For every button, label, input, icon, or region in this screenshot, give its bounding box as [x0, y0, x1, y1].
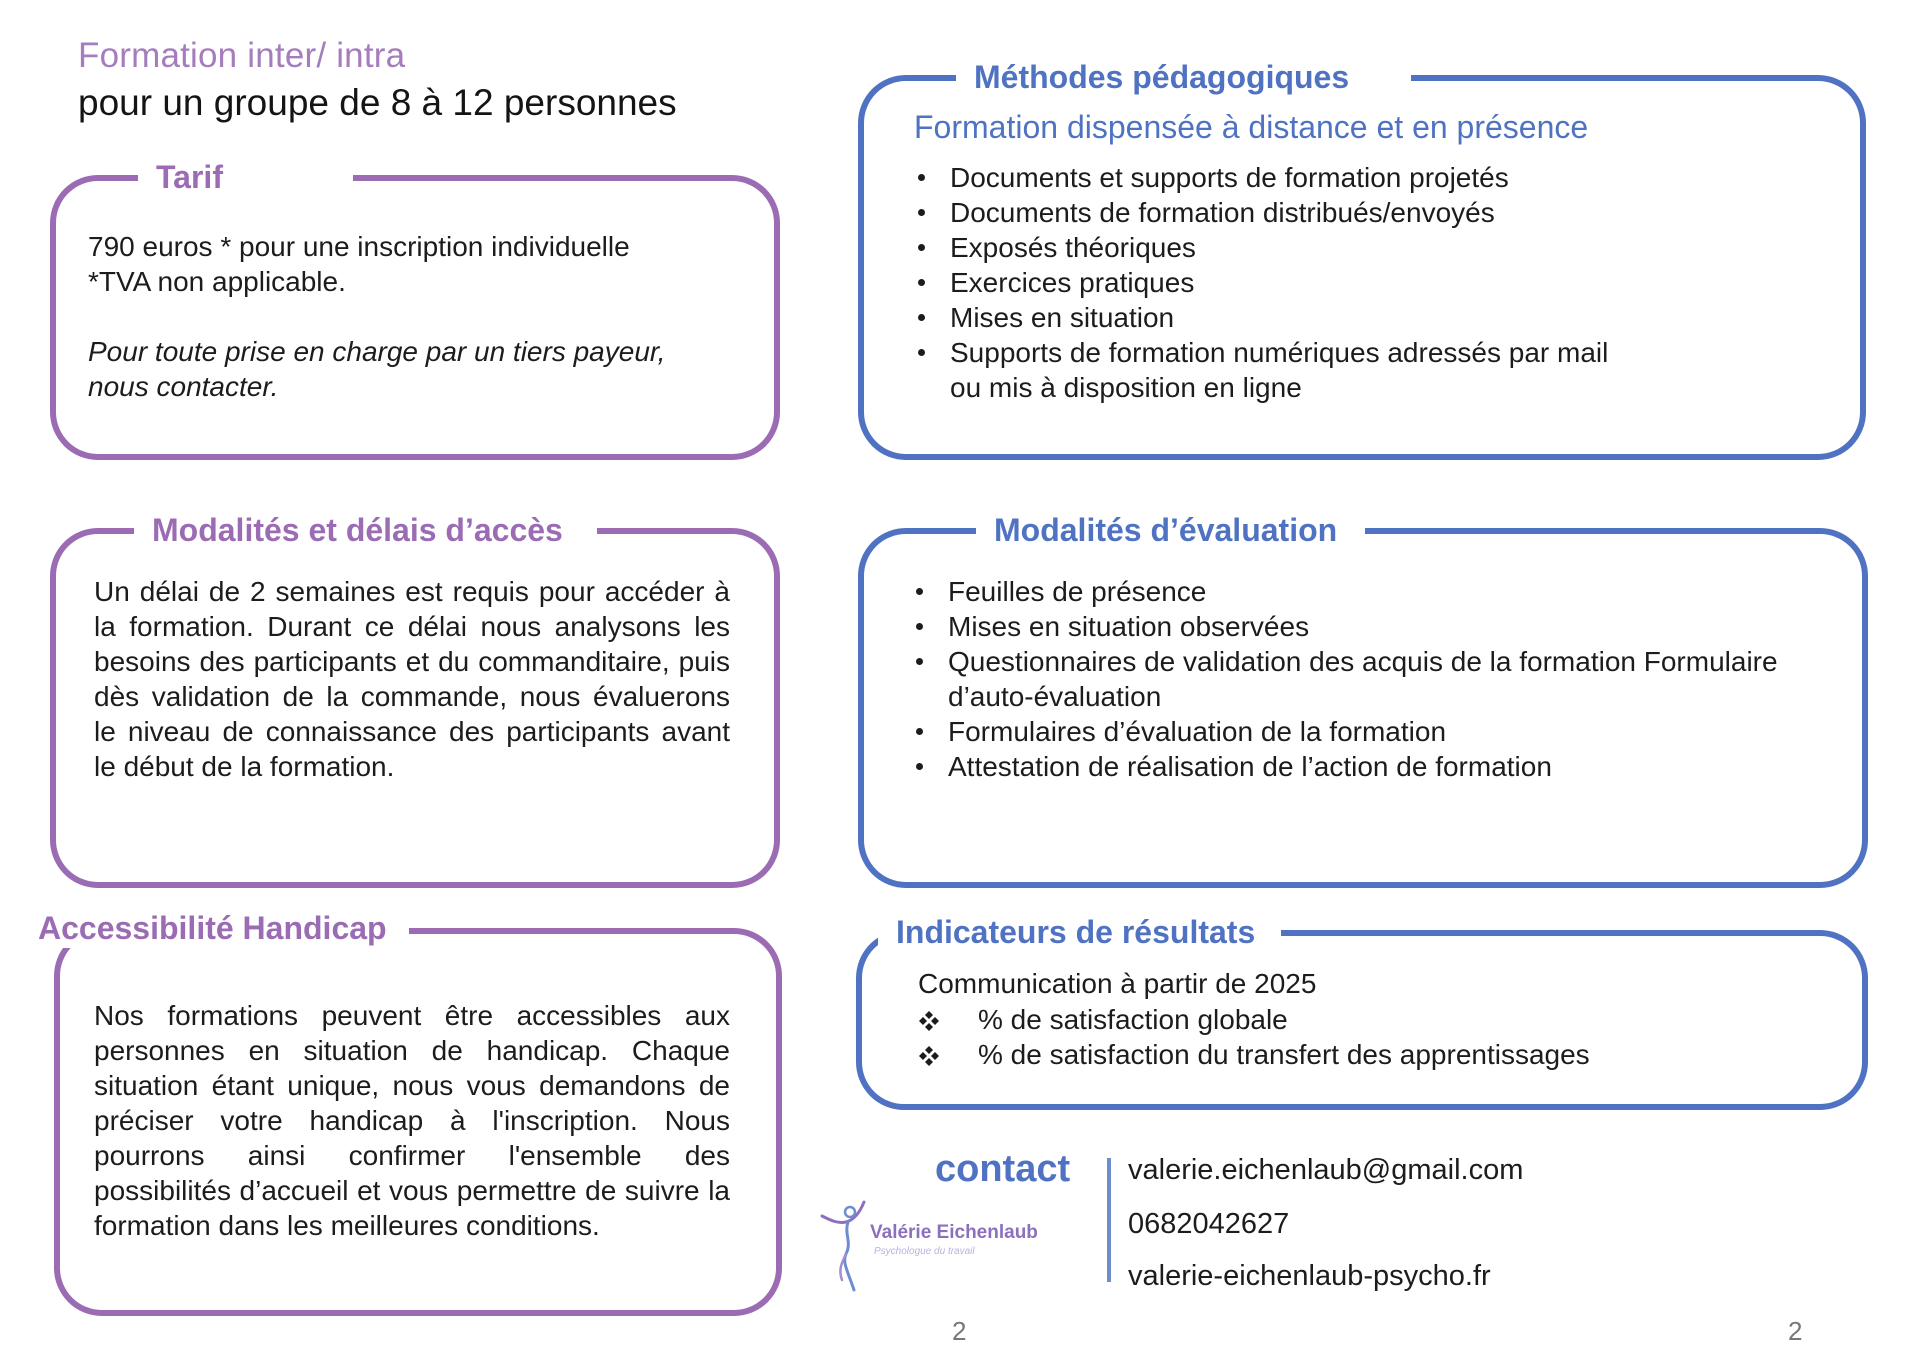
list-item: % de satisfaction globale [918, 1002, 1838, 1037]
tarif-title: Tarif [138, 157, 353, 197]
methods-subtitle: Formation dispensée à distance et en présence [914, 109, 1589, 145]
evaluation-list [912, 574, 1842, 784]
access-text: Un délai de 2 semaines est requis pour accéder à la formation. Durant ce délai nous analysons les besoins des participants et du commanditaire, puis dès validation de la commande, nous évaluerons le niveau de connaissance des participants avant le début de la formation. [94, 576, 730, 782]
bullet-icon [918, 209, 925, 216]
logo-subtitle: Psychologue du travail [874, 1246, 975, 1257]
four-diamond-icon [918, 1045, 940, 1067]
four-diamond-icon [918, 1010, 940, 1032]
list-item: Formulaires d’évaluation de la formation [912, 714, 1842, 749]
tarif-box [50, 159, 780, 460]
bullet-icon [916, 728, 923, 735]
methods-list [914, 160, 1834, 405]
bullet-icon [918, 279, 925, 286]
list-item: Exercices pratiques [914, 265, 1834, 300]
evaluation-title: Modalités d’évaluation [976, 510, 1365, 550]
indicators-intro: Communication à partir de 2025 [918, 968, 1317, 999]
header-subtitle: pour un groupe de 8 à 12 personnes [78, 82, 677, 123]
bullet-icon [918, 314, 925, 321]
list-item: Exposés théoriques [914, 230, 1834, 265]
contact-phone[interactable]: 0682042627 [1128, 1208, 1290, 1240]
list-item: Mises en situation observées [912, 609, 1842, 644]
logo-name: Valérie Eichenlaub [870, 1222, 1038, 1243]
bullet-icon [918, 174, 925, 181]
list-item: Mises en situation [914, 300, 1834, 335]
bullet-icon [916, 588, 923, 595]
page-number: 2 [952, 1316, 967, 1346]
page-number: 2 [1788, 1316, 1803, 1346]
bullet-icon [916, 623, 923, 630]
header-title: Formation inter/ intra [78, 36, 406, 75]
indicators-box [856, 914, 1868, 1110]
list-item: % de satisfaction du transfert des apprentissages [918, 1037, 1838, 1072]
indicators-title: Indicateurs de résultats [878, 912, 1281, 952]
list-item: Documents et supports de formation projetés [914, 160, 1834, 195]
handicap-text: Nos formations peuvent être accessibles aux personnes en situation de handicap. Chaque situation étant unique, nous vous demandons de préciser votre handicap à l'inscription. Nous pourrons ainsi confirmer l'ensemble des possibilités d’accueil et vous permettre de suivre la formation dans les meilleures conditions. [94, 1000, 730, 1241]
contact-label: contact [935, 1148, 1071, 1190]
bullet-icon [916, 658, 923, 665]
methods-title: Méthodes pédagogiques [956, 57, 1411, 97]
list-item: Feuilles de présence [912, 574, 1842, 609]
contact-website[interactable]: valerie-eichenlaub-psycho.fr [1128, 1260, 1491, 1292]
tarif-note: Pour toute prise en charge par un tiers payeur, nous contacter. [88, 336, 666, 402]
list-item: Documents de formation distribués/envoyés [914, 195, 1834, 230]
access-title: Modalités et délais d’accès [134, 510, 597, 550]
methods-box [858, 59, 1866, 460]
list-item: Attestation de réalisation de l’action de formation [912, 749, 1842, 784]
bullet-icon [916, 763, 923, 770]
bullet-icon [918, 349, 925, 356]
contact-email[interactable]: valerie.eichenlaub@gmail.com [1128, 1154, 1524, 1186]
tarif-price: 790 euros * pour une inscription individuelle [88, 231, 630, 262]
tarif-vat: *TVA non applicable. [88, 266, 346, 297]
dancer-logo-icon [820, 1198, 880, 1298]
contact-divider [1107, 1158, 1111, 1282]
handicap-title: Accessibilité Handicap [20, 908, 409, 948]
handicap-box [38, 910, 782, 1316]
bullet-icon [918, 244, 925, 251]
logo [820, 1198, 1070, 1298]
evaluation-box [858, 512, 1868, 888]
list-item: Supports de formation numériques adressés par mail ou mis à disposition en ligne [914, 335, 1630, 405]
list-item: Questionnaires de validation des acquis de la formation Formulaire d’auto-évaluation [912, 644, 1808, 714]
access-box [50, 512, 780, 888]
